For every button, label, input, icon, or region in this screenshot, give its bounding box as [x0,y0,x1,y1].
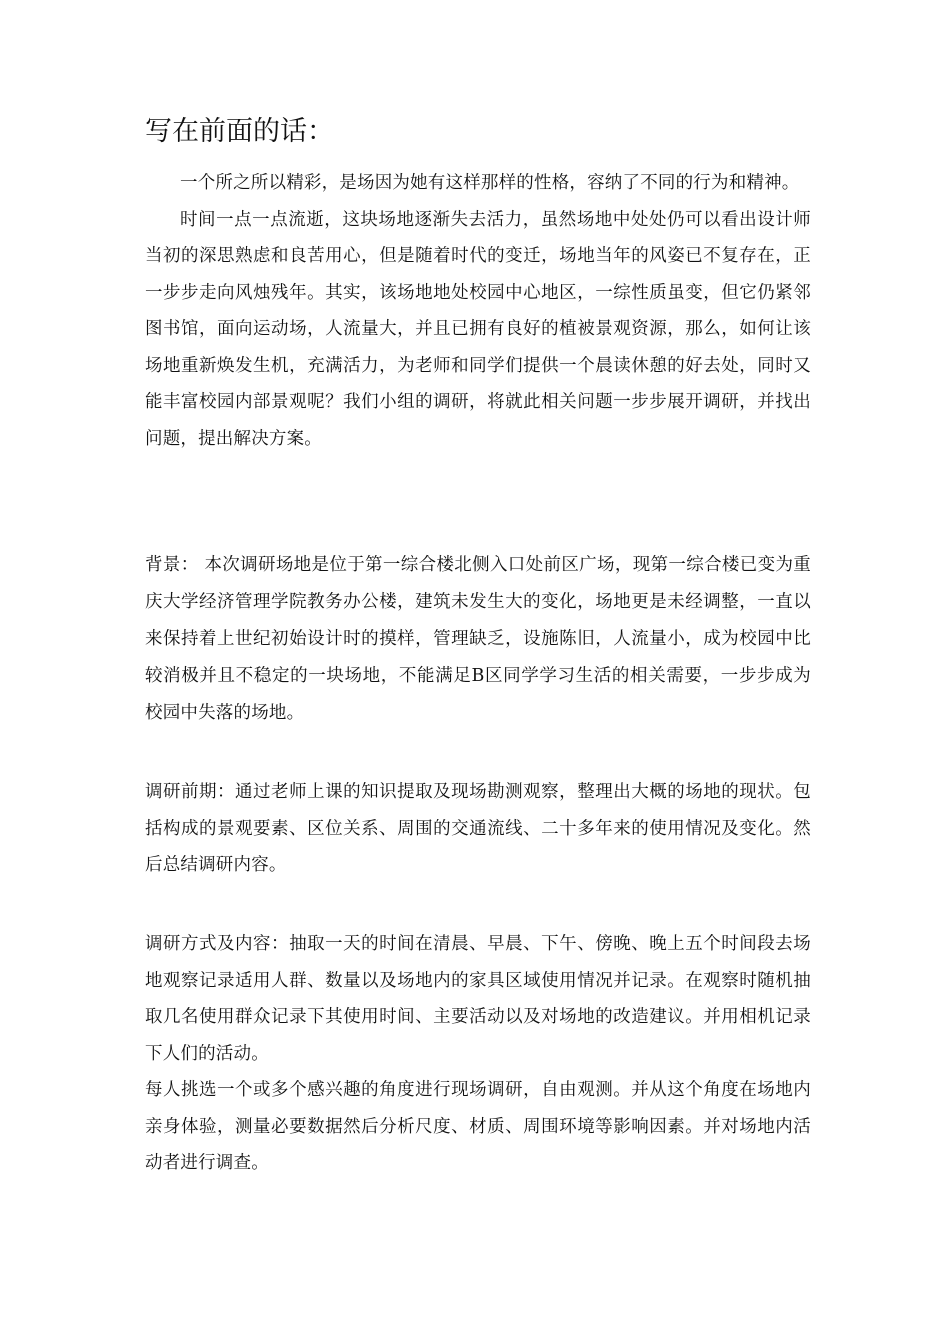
background-paragraph: 背景： 本次调研场地是位于第一综合楼北侧入口处前区广场，现第一综合楼已变为重庆大学经济管理学院教务办公楼，建筑未发生大的变化，场地更是未经调整，一直以来保持着上世纪初始设计时的摸样，管理缺乏，设施陈旧，人流量小，成为校园中比较消极并且不稳定的一块场地，不能满足B区同学学习生活的相关需要，一步步成为校园中失落的场地。 [145,555,811,723]
method-paragraph-2: 每人挑选一个或多个感兴趣的角度进行现场调研，自由观测。并从这个角度在场地内亲身体验，测量必要数据然后分析尺度、材质、周围环境等影响因素。并对场地内活动者进行调查。 [145,1080,811,1173]
preliminary-paragraph: 调研前期：通过老师上课的知识提取及现场勘测观察，整理出大概的场地的现状。包括构成的景观要素、区位关系、周围的交通流线、二十多年来的使用情况及变化。然后总结调研内容。 [145,782,811,875]
intro-section [145,165,811,457]
background-section [145,547,811,732]
intro-paragraph-1: 一个所之所以精彩，是场因为她有这样那样的性格，容纳了不同的行为和精神。 [180,173,800,193]
page-title: 写在前面的话： [145,116,334,147]
method-section [145,926,811,1182]
preliminary-section [145,774,811,884]
intro-paragraph-2: 时间一点一点流逝，这块场地逐渐失去活力，虽然场地中处处仍可以看出设计师当初的深思熟虑和良苦用心，但是随着时代的变迁，场地当年的风姿已不复存在，正一步步走向风烛残年。其实，该场地地处校园中心地区，一综性质虽变，但它仍紧邻图书馆，面向运动场，人流量大，并且已拥有良好的植被景观资源，那么，如何让该场地重新焕发生机，充满活力，为老师和同学们提供一个晨读休憩的好去处，同时又能丰富校园内部景观呢？我们小组的调研，将就此相关问题一步步展开调研，并找出问题，提出解决方案。 [145,209,811,449]
method-paragraph-1: 调研方式及内容：抽取一天的时间在清晨、早晨、下午、傍晚、晚上五个时间段去场地观察记录适用人群、数量以及场地内的家具区域使用情况并记录。在观察时随机抽取几名使用群众记录下其使用时间、主要活动以及对场地的改造建议。并用相机记录下人们的活动。 [145,934,811,1064]
